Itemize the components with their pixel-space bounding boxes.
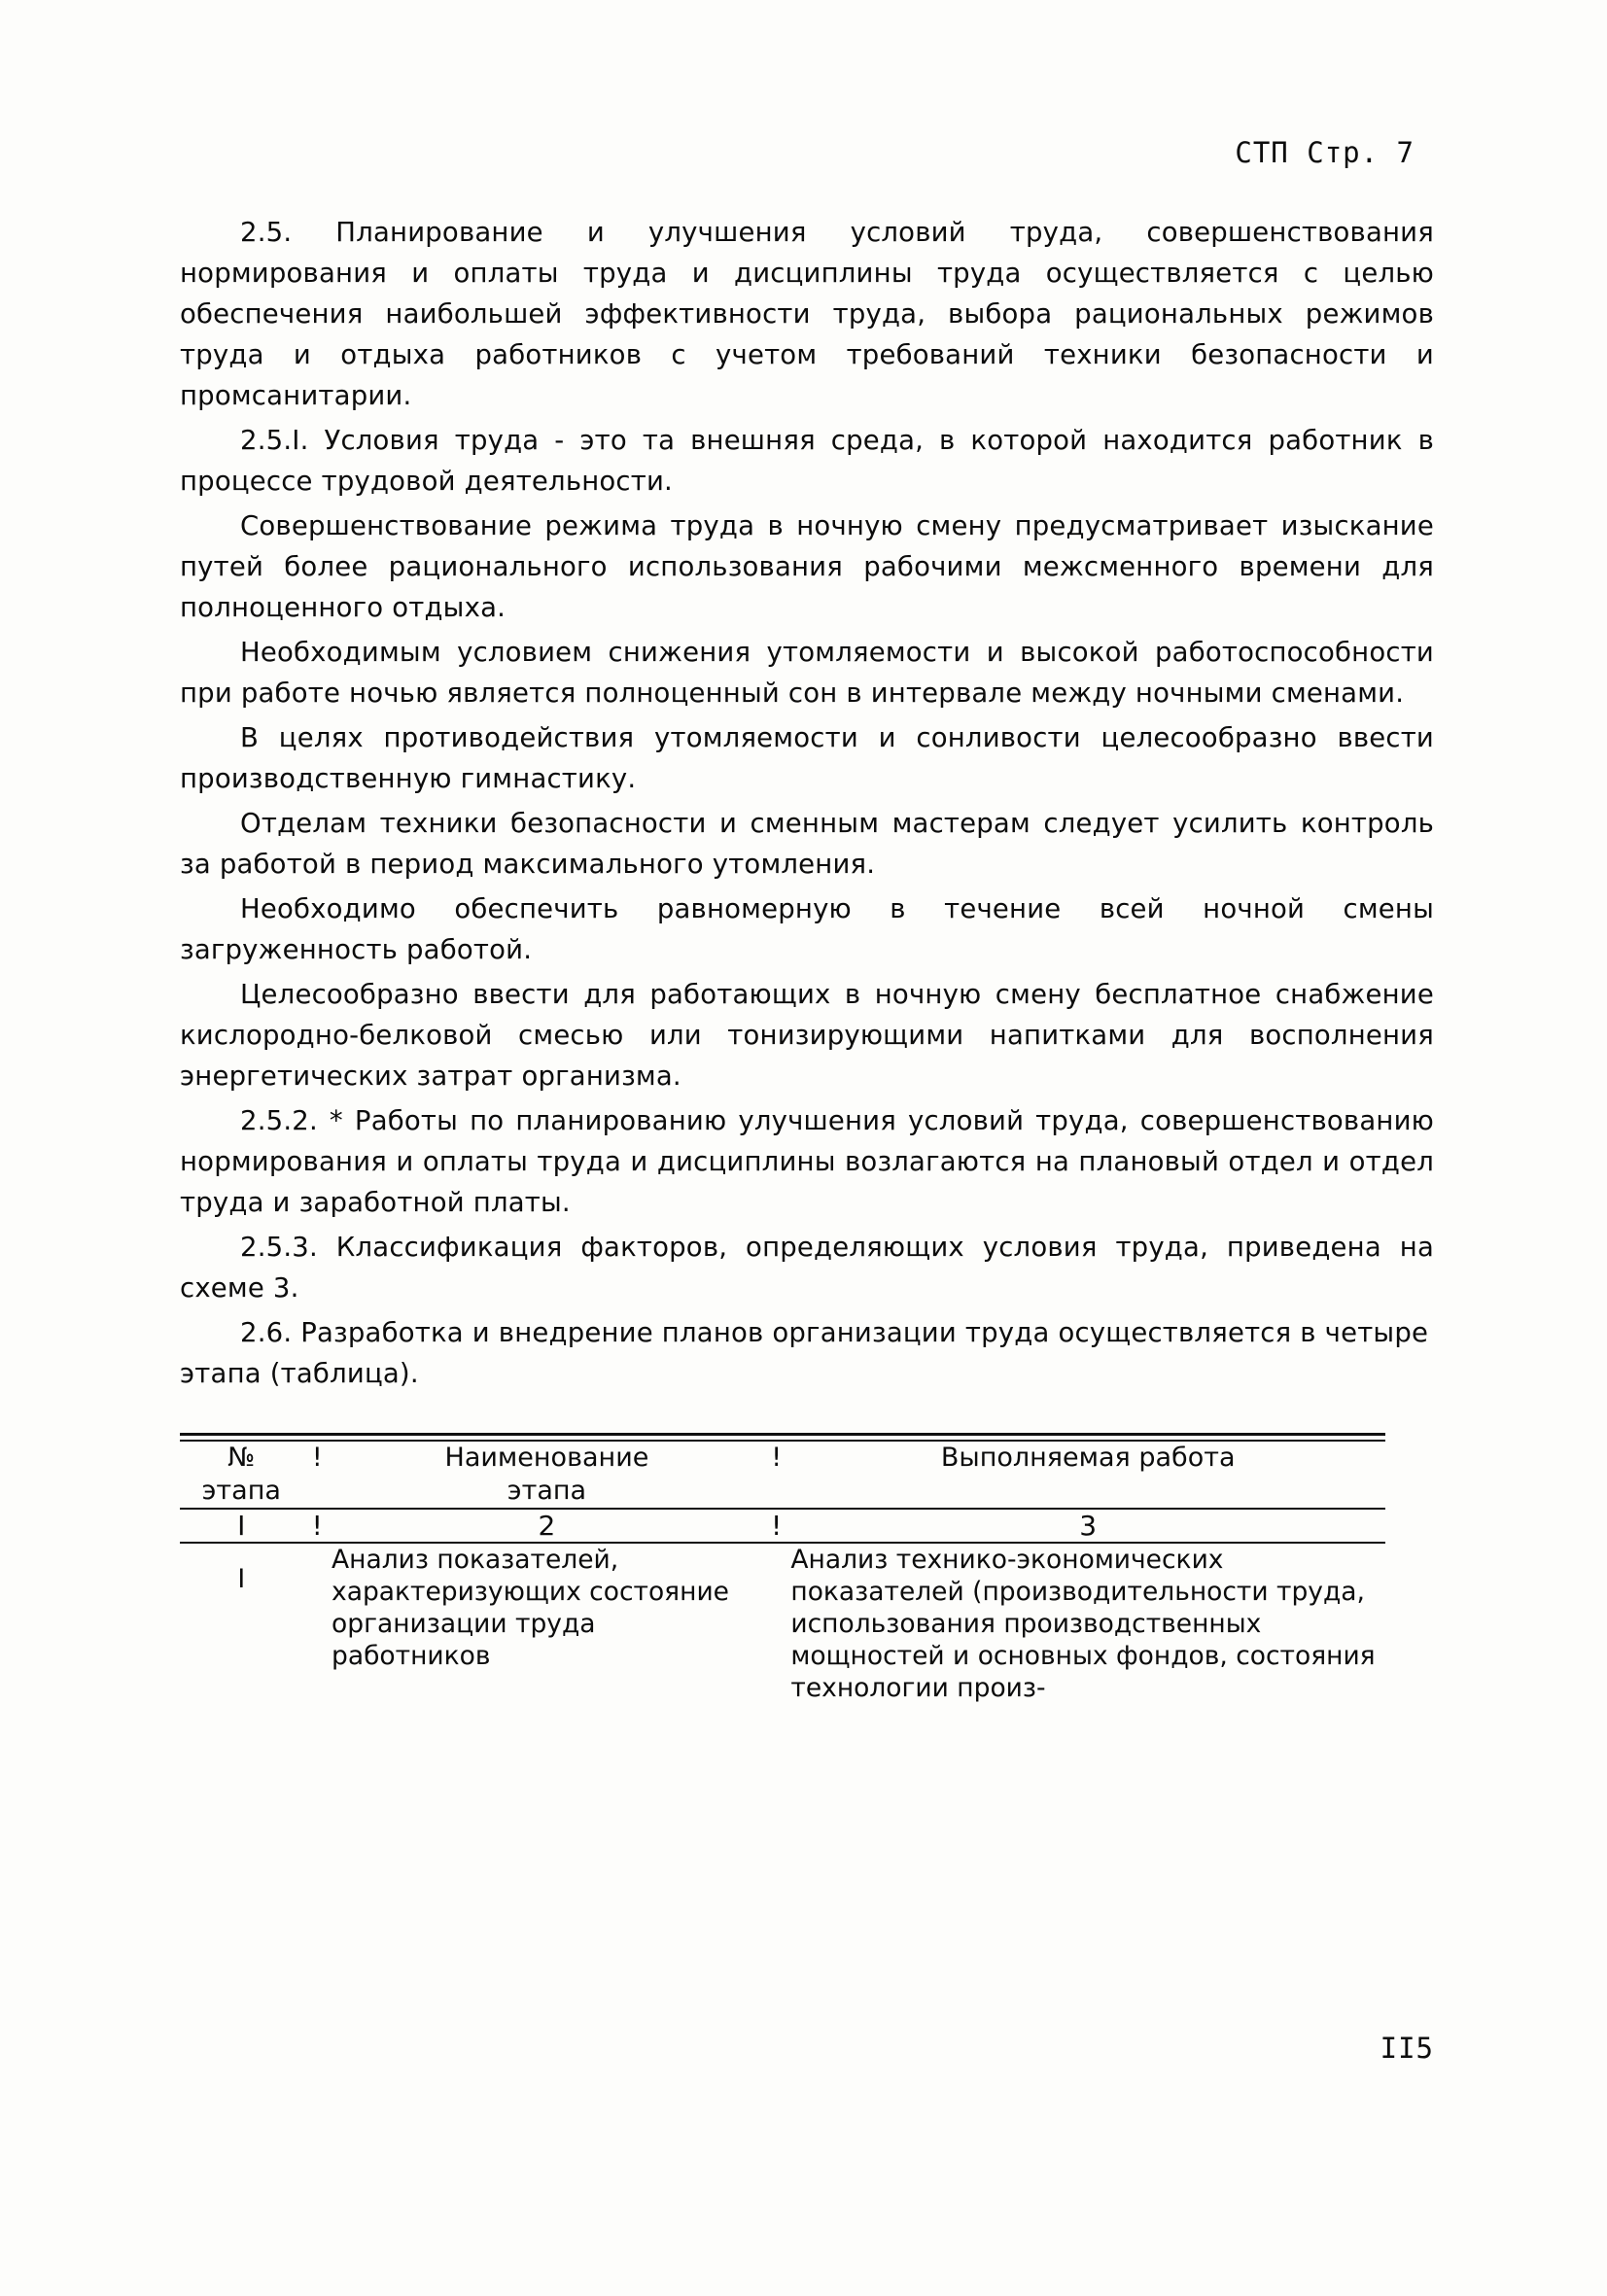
paragraph-text: 2.5.I. Условия труда - это та внешняя среда, в которой находится работник в процессе трудовой деятельности. [180, 425, 1434, 497]
header-separator-1: ! [311, 1443, 323, 1473]
header-cell-stage-number [180, 1442, 303, 1508]
stages-table [180, 1442, 1385, 1508]
paragraph-text: Необходимым условием снижения утомляемости и высокой работоспособности при работе ночью является полноценный сон в интервале между ночными сменами. [180, 637, 1434, 709]
table-top-rule [180, 1433, 1385, 1442]
paragraph-text: Совершенствование режима труда в ночную смену предусматривает изыскание путей более рационального использования рабочими межсменного времени для полноценного отдыха. [180, 510, 1434, 623]
page-header: СТП Стр. 7 [1235, 136, 1415, 169]
header-stage-symbol: № [227, 1443, 256, 1473]
paragraph-text: Целесообразно ввести для работающих в ночную смену бесплатное снабжение кислородно-белковой смесью или тонизирующими напитками для восполнения энергетических затрат организма. [180, 979, 1434, 1092]
row-stage-work: Анализ технико-экономических показателей (производительности труда, использования производственных мощностей и основных фондов, состояния технологии произ- [790, 1545, 1376, 1703]
number-separator-1: ! [311, 1510, 323, 1542]
row-stage-name: Анализ показателей, характеризующих состояние организации труда работников [332, 1545, 729, 1671]
paragraph-11 [180, 1312, 1434, 1394]
table-column-number-row [180, 1510, 1385, 1542]
header-separator-2: ! [771, 1443, 783, 1473]
header-cell-stage-name [332, 1442, 762, 1508]
column-number-1: I [237, 1510, 246, 1542]
paragraph-6 [180, 803, 1434, 885]
header-stage-word: этапа [201, 1476, 281, 1506]
stages-table-body [180, 1544, 1385, 1704]
header-cell-work: Выполняемая работа [940, 1443, 1236, 1473]
row-separator-2 [762, 1544, 791, 1704]
paragraph-7 [180, 888, 1434, 970]
paragraph-text: 2.5.3. Классификация факторов, определяющих условия труда, приведена на схеме 3. [180, 1232, 1434, 1304]
paragraph-text: 2.5. Планирование и улучшения условий труда, совершенствования нормирования и оплаты труда и дисциплины труда осуществляется с целью обеспечения наибольшей эффективности труда, выбора рациональных режимов труда и отдыха работников с учетом требований техники безопасности и промсанитарии. [180, 217, 1434, 411]
column-number-3: 3 [1079, 1510, 1098, 1542]
table-row [180, 1544, 1385, 1704]
document-content [180, 136, 1434, 1704]
paragraph-text: Отделам техники безопасности и сменным мастерам следует усилить контроль за работой в период максимального утомления. [180, 808, 1434, 880]
paragraph-9 [180, 1100, 1434, 1223]
paragraph-text: Необходимо обеспечить равномерную в течение всей ночной смены загруженность работой. [180, 893, 1434, 965]
number-separator-2: ! [771, 1510, 783, 1542]
paragraph-5 [180, 717, 1434, 799]
header-name-line1: Наименование [444, 1443, 649, 1473]
page-number: II5 [1380, 2032, 1434, 2065]
row-separator-1 [303, 1544, 332, 1704]
paragraph-1 [180, 212, 1434, 416]
row-stage-number: I [237, 1564, 246, 1594]
paragraph-text: 2.6. Разработка и внедрение планов организации труда осуществляется в четыре этапа (таблица). [180, 1317, 1429, 1389]
table-header-row [180, 1442, 1385, 1508]
header-name-line2: этапа [507, 1476, 587, 1506]
stages-table-numbers [180, 1510, 1385, 1542]
paragraph-2 [180, 420, 1434, 502]
paragraph-3 [180, 505, 1434, 628]
stages-table-wrapper [180, 1433, 1385, 1704]
column-number-2: 2 [538, 1510, 556, 1542]
paragraph-8 [180, 974, 1434, 1096]
paragraph-4 [180, 632, 1434, 713]
paragraph-text: В целях противодействия утомляемости и сонливости целесообразно ввести производственную гимнастику. [180, 722, 1434, 794]
paragraph-10 [180, 1227, 1434, 1308]
paragraph-text: 2.5.2. * Работы по планированию улучшения условий труда, совершенствованию нормирования и оплаты труда и дисциплины возлагаются на плановый отдел и отдел труда и заработной платы. [180, 1105, 1434, 1218]
